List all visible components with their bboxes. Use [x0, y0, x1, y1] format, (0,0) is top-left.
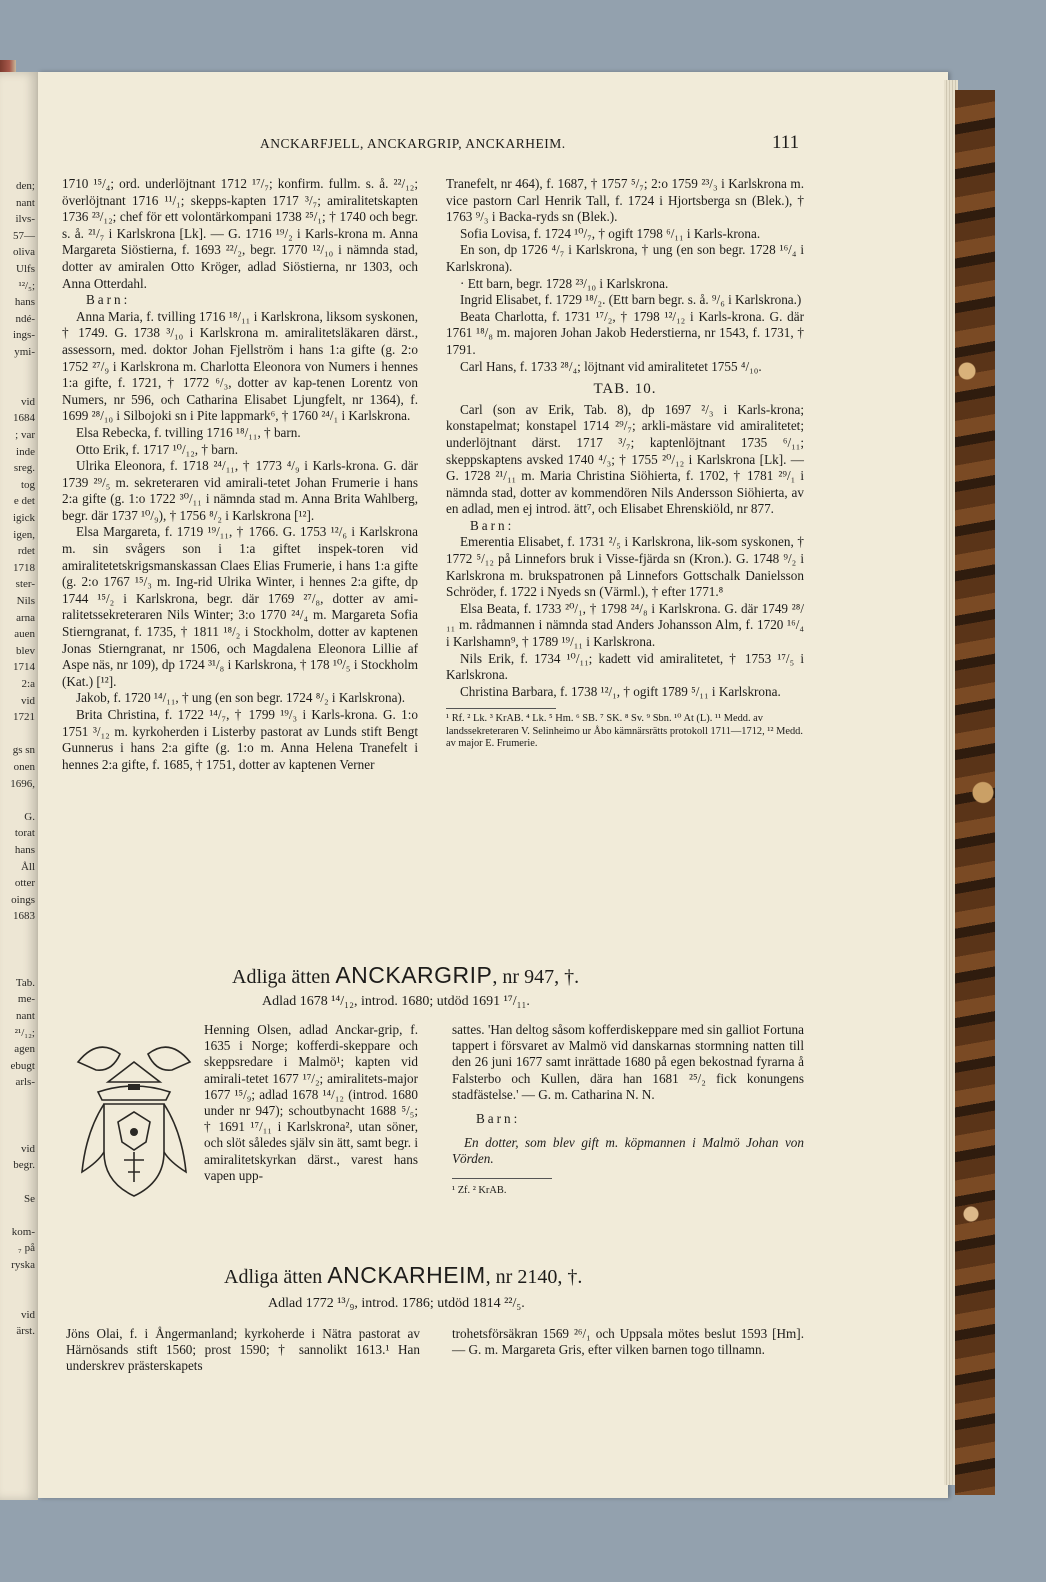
previous-page-fragment: igick [13, 512, 35, 524]
footnote-rule [446, 708, 556, 709]
right-column-entry: Sofia Lovisa, f. 1724 ¹⁰/₇, † ogift 1798 ⁶/₁₁ i Karls-krona. [460, 225, 761, 241]
right-column-entry: Beata Charlotta, f. 1731 ¹⁷/₂, † 1798 ¹²/₁₂ i Karls-krona. G. där 1761 ¹⁸/₈ m. majoren Johan Jakob Hederstierna, nr 1543, f. 1731, † 1791. [446, 308, 804, 357]
marbled-cover [955, 90, 995, 1495]
left-column-entry: Jakob, f. 1720 ¹⁴/₁₁, † ung (en son begr. 1724 ⁸/₂ i Karlskrona). [76, 690, 406, 706]
previous-page-fragment: onen [13, 761, 35, 773]
previous-page-fragment: me- [17, 993, 35, 1006]
anckargrip-barn-heading: Barn: [476, 1111, 521, 1127]
left-column-entry: Elsa Rebecka, f. tvilling 1716 ¹⁸/₁₁, † barn. [76, 424, 301, 440]
right-column-entry: Carl Hans, f. 1733 ²⁸/₄; löjtnant vid amiralitetet 1755 ⁴/₁₀. [460, 358, 762, 374]
anckargrip-title-prefix: Adliga ätten [232, 966, 331, 988]
anckarheim-title [224, 1262, 582, 1289]
right-column-entry: Christina Barbara, f. 1738 ¹²/₁, † ogift 1789 ⁵/₁₁ i Karlskrona. [460, 683, 781, 699]
left-column-entry: Elsa Margareta, f. 1719 ¹⁹/₁₁, † 1766. G. 1753 ¹²/₆ i Karlskrona m. sin svågers son i 1:a giftet inspek-toren vid amiralitetetskrigsmanskassan Claes Elias Frumerie, i hans 1:a gifte (g. 2:o 1767 ¹⁵/₃ m. Ing-rid Ulrika Winter, i hennes 2:a gifte, dp 1744 ¹⁵/₂ i Karlskrona, begr. där 1769 ²⁷/₈, dotter av ami-ralitetssekreteraren Nils Winter; 3:o 1770 ²⁴/₄ m. Margareta Sofia Stierngranat, f. 1735, † 1811 ¹⁸/₂ i Stockholm, dotter av kaptenen Jonas Stierngranat, nr 1506, och Magdalena Eleonora Lillie af Aspe näs, nr 109), dp 1724 ³¹/₈ i Karlskrona, † 178 ¹⁰/₅ i Stockholm (Kat.) [¹²]. [62, 524, 418, 689]
left-column-entry: Brita Christina, f. 1722 ¹⁴/₇, † 1799 ¹⁹/₃ i Karls-krona. G. 1:o 1751 ³/₁₂ m. kyrkoherden i Listerby pastorat av Lunds stift Bengt Gunnerus i hans 2:a gifte (g. 1:o m. Anna Helena Tranefelt i hennes 2:a gifte, f. 1685, † 1751, dotter av kaptenen Verner [62, 707, 418, 772]
previous-page-fragment: 1696, [10, 777, 35, 790]
previous-page-fragment: sreg. [13, 462, 35, 475]
previous-page-fragment: kom- [11, 1225, 35, 1238]
left-column-entry: Ulrika Eleonora, f. 1718 ²⁴/₁₁, † 1773 ⁴/₉ i Karls-krona. G. där 1739 ²⁹/₅ m. sekreteraren vid amirali-tetet Johan Frumerie i hans 2:a gifte (g. 1:o 1722 ³⁰/₁₁ i nämnda stad m. Anna Brita Wahlberg, begr. där 1737 ¹⁰/₉), † 1756 ⁸/₂ i Karlskrona [¹²]. [62, 458, 418, 523]
right-column-table-heading: TAB. 10. [593, 381, 657, 398]
previous-page-fragment: tog [20, 478, 35, 491]
anckargrip-right-text [452, 1022, 804, 1199]
previous-page-fragment: otter [14, 877, 35, 890]
previous-page-edge [0, 72, 38, 1500]
right-column-entry: Emerentia Elisabet, f. 1731 ²/₅ i Karlskrona, lik-som syskonen, † 1772 ⁵/₁₂ på Linnefors bruk i Visse-fjärda sn (Kron.). G. 1748 ⁹/₂ i Karlskrona m. brukspatronen på Linnefors Gottschalk Danielsson Schröder, f. 1722 i Nyeds sn (Värml.), † efter 1771.⁸ [446, 534, 804, 600]
right-column-barn-heading: Barn: [470, 517, 515, 533]
page-number: 111 [772, 132, 800, 153]
right-column-entry: · Ett barn, begr. 1728 ²³/₁₀ i Karlskrona. [460, 275, 669, 291]
previous-page-fragment: oliva [13, 246, 35, 259]
previous-page-fragment: 2:a [21, 678, 35, 690]
previous-page-fragment: Ulfs [16, 263, 35, 275]
anckargrip-title [232, 962, 579, 989]
anckarheim-title-name: ANCKARHEIM [327, 1262, 486, 1288]
right-column [446, 176, 804, 751]
previous-page-fragment: nant [16, 196, 35, 209]
previous-page-fragment: ster- [15, 578, 35, 591]
previous-page-fragment: Tab. [15, 976, 35, 989]
anckargrip-title-suffix: , nr 947, †. [492, 966, 580, 988]
previous-page-fragment: 1714 [13, 661, 35, 674]
previous-page-fragment: vid [20, 1308, 35, 1321]
previous-page-fragment: ²¹/₁₂; [14, 1026, 35, 1039]
left-column-entry: Anna Maria, f. tvilling 1716 ¹⁸/₁₁ i Karlskrona, liksom syskonen, † 1749. G. 1738 ³/₁₀ i Karlskrona m. amiralitetsläkaren därst., assessorn, med. doktor Johan Fjellström i hans 1:a gifte (g. 2:o 1752 ²⁷/₉ i Karlskrona m. Charlotta Eleonora von Numers i hennes 1:a gifte, f. 1721, † 1772 ⁶/₃, dotter av kap-tenen Lorentz von Numers, nr 596, och Catharina Elisabet Ljungfelt, nr 1364), f. 1699 ²⁸/₁₀ i Silbojoki sn i Pite lappmark⁶, † 1760 ²⁴/₁ i Karlskrona. [62, 308, 418, 424]
previous-page-fragment: 1718 [13, 561, 35, 574]
left-column-paragraph: 1710 ¹⁵/₄; ord. underlöjtnant 1712 ¹⁷/₇; konfirm. fullm. s. å. ²²/₁₂; överlöjtnant 1716 ¹¹/₁; skepps-kapten 1717 ³/₇; amiralitetskapten 1736 ²³/₁₂; chef för ett volontärkompani 1738 ²⁵/₁; † 1740 och begr. s. å. ²¹/₇ i Karlskrona [Lk]. — G. 1716 ¹⁹/₂ i Karls-krona m. Anna Margareta Siöstierna, f. 1693 ²²/₂, begr. 1770 ¹²/₁₀ i nämnda stad, dotter av amiralen Otto Kröger, adlad Siöstierna, nr 1303, och Anna Otterdahl. [62, 176, 418, 291]
right-column-entry: En son, dp 1726 ⁴/₇ i Karlskrona, † ung (en son begr. 1728 ¹⁶/₄ i Karlskrona). [446, 242, 804, 274]
previous-page-fragment: nant [16, 1010, 35, 1022]
previous-page-fragment: gs sn [12, 744, 35, 757]
anckarheim-title-suffix: , nr 2140, †. [485, 1266, 583, 1288]
previous-page-fragment: ryska [11, 1259, 35, 1271]
previous-page-fragment: 1684 [13, 412, 35, 425]
previous-page-fragment: arls- [15, 1076, 35, 1089]
previous-page-fragment: rdet [17, 545, 35, 558]
anckarheim-left-text [66, 1326, 420, 1375]
previous-page-fragment: ings- [13, 329, 35, 342]
previous-page-fragment: agen [14, 1043, 35, 1056]
left-column-entry: Otto Erik, f. 1717 ¹⁰/₁₂, † barn. [76, 441, 239, 457]
previous-page-fragment: vid [20, 1142, 35, 1155]
previous-page-fragment: arna [16, 611, 35, 624]
right-column-entry: Elsa Beata, f. 1733 ²⁰/₁, † 1798 ²⁴/₈ i Karlskrona. G. där 1749 ²⁸/₁₁ m. rådmannen i nämnda stad Anders Johansson Alm, f. 1720 ¹⁶/₄ i Karlshamn⁹, † 1789 ¹⁹/₁₁ i Karlskrona. [446, 600, 804, 650]
previous-page-fragment: igen, [13, 528, 35, 541]
previous-page-fragment: ärst. [16, 1325, 35, 1338]
previous-page-fragment: oings [11, 893, 35, 906]
left-column [62, 176, 418, 773]
previous-page-fragment: vid [20, 694, 35, 707]
previous-page-fragment: 57— [13, 229, 35, 242]
anckargrip-child-entry: En dotter, som blev gift m. köpmannen i Malmö Johan von Vörden. [452, 1135, 804, 1167]
anckargrip-right-paragraph: sattes. 'Han deltog såsom kofferdiskeppare med sin galliot Fortuna tappert i försvaret av Malmö vid danskarnas stormning natten till den 26 juni 1677 samt inrättade 1680 på egen bekostnad fyrarna å Falsterbo och Kullen, dära han 1681 ²⁵/₂ fick konungens stadfästelse.' — G. m. Catharina N. N. [452, 1022, 804, 1102]
anckarheim-left-paragraph: Jöns Olai, f. i Ångermanland; kyrkoherde i Nätra pastorat av Härnösands stift 1560; prost 1590; † sannolikt 1613.¹ Han underskrev prästerskapets [66, 1326, 420, 1374]
previous-page-fragment: Nils [16, 595, 35, 607]
previous-page-fragment: torat [14, 827, 35, 840]
previous-page-fragment: e det [13, 495, 35, 508]
previous-page-fragment: ; var [15, 429, 35, 441]
coat-of-arms-icon [68, 1032, 200, 1204]
right-column-paragraph: Tranefelt, nr 464), f. 1687, † 1757 ⁵/₇; 2:o 1759 ²³/₃ i Karlskrona m. vice pastorn Carl Henrik Tall, f. 1724 i Hjortsberga sn (Blek.), † 1763 ⁹/₃ i Backa-ryds sn (Blek.). [446, 176, 804, 225]
anckarheim-subtitle: Adlad 1772 ¹³/₉, introd. 1786; utdöd 1814 ²²/₅. [268, 1296, 525, 1311]
anckarheim-title-prefix: Adliga ätten [224, 1266, 323, 1288]
right-column-footnotes: ¹ Rf. ² Lk. ³ KrAB. ⁴ Lk. ⁵ Hm. ⁶ SB. ⁷ SK. ⁸ Sv. ⁹ Sbn. ¹⁰ At (L). ¹¹ Medd. av landssekreteraren V. Selinheimo ur Åbo kämnärsrätts protokoll 1711—1712, ¹² Medd. av major E. Frumerie. [446, 713, 803, 750]
previous-page-fragment: 1721 [13, 711, 35, 724]
previous-page-fragment: vid [20, 395, 35, 408]
right-column-entry: Nils Erik, f. 1734 ¹⁰/₁₁; kadett vid amiralitetet, † 1753 ¹⁷/₅ i Karlskrona. [446, 650, 804, 683]
previous-page-fragment: den; [16, 180, 35, 192]
previous-page-fragment: Se [24, 1192, 35, 1205]
previous-page-fragment: G. [24, 810, 35, 823]
previous-page-fragment: ymi- [14, 346, 35, 358]
anckargrip-footnotes: ¹ Zf. ² KrAB. [452, 1184, 507, 1196]
right-column-entry: Carl (son av Erik, Tab. 8), dp 1697 ²/₃ i Karls-krona; konstapelmat; konstapel 1714 ²⁹/₇; arkli-mästare vid amiralitetet; underlöjtnant därst. 1717 ³/₇; kaptenlöjtnant 1735 ⁶/₁₁; skeppskaptens avsked 1740 ⁴/₃; † 1755 ²⁰/₁₂ i Karlskrona [Lk]. — G. 1728 ²¹/₁₁ m. Maria Christina Siöhierta, f. 1702, † 1781 ²⁹/₁ i nämnda stad, dotter av kommendören Nils Andersson Siöhierta, av en adlad, men ej introd. ätt⁷, och Elisabet Ehrenskiöld, nr 877. [446, 401, 804, 517]
anckarheim-right-text [452, 1326, 804, 1358]
anckargrip-left-paragraph: Henning Olsen, adlad Anckar-grip, f. 1635 i Norge; kofferdi-skeppare och skeppsredare i Malmö¹; kapten vid amirali-tetet 1677 ¹⁷/₂; amiralitets-major 1677 ¹⁵/₉; adlad 1678 ¹⁴/₁₂ (introd. 1680 under nr 947); schoutbynacht 1688 ⁵/₅; † 1691 ¹⁷/₁₁ i Karlskrona², utan söner, och slöt således själv sin ätt, samt begr. i amiralitetskyrkan därst., varest hans vapen upp- [204, 1022, 418, 1183]
previous-page-fragment: begr. [13, 1159, 35, 1172]
anckargrip-left-text-top [204, 1022, 418, 1184]
previous-page-fragment: hans [14, 844, 35, 856]
anckargrip-subtitle: Adlad 1678 ¹⁴/₁₂, introd. 1680; utdöd 1691 ¹⁷/₁₁. [262, 994, 530, 1009]
previous-page-fragment: hans [14, 296, 35, 309]
previous-page-fragment: 1683 [13, 910, 35, 923]
previous-page-fragment: inde [16, 445, 35, 458]
previous-page-fragment: auen [14, 628, 35, 641]
anckarheim-right-paragraph: trohetsförsäkran 1569 ²⁶/₁ och Uppsala mötes beslut 1593 [Hm]. — G. m. Margareta Gris, efter vilken barnen togo tillnamn. [452, 1326, 804, 1358]
previous-page-fragment: Åll [20, 860, 35, 873]
previous-page-fragment: blev [16, 644, 35, 657]
left-column-barn-heading: Barn: [86, 292, 131, 308]
previous-page-fragment: ₇ på [18, 1242, 35, 1255]
running-head: ANCKARFJELL, ANCKARGRIP, ANCKARHEIM. [260, 136, 566, 151]
previous-page-fragment: ndé- [15, 312, 35, 325]
previous-page-fragment: ¹²/₅; [18, 279, 35, 292]
right-column-entry: Ingrid Elisabet, f. 1729 ¹⁸/₂. (Ett barn begr. s. å. ⁹/₆ i Karlskrona.) [460, 292, 802, 308]
previous-page-fragment: ilvs- [15, 213, 35, 226]
anckargrip-title-name: ANCKARGRIP [335, 962, 493, 988]
anckargrip-footnote-rule [452, 1178, 552, 1179]
previous-page-fragment: ebugt [10, 1059, 35, 1072]
